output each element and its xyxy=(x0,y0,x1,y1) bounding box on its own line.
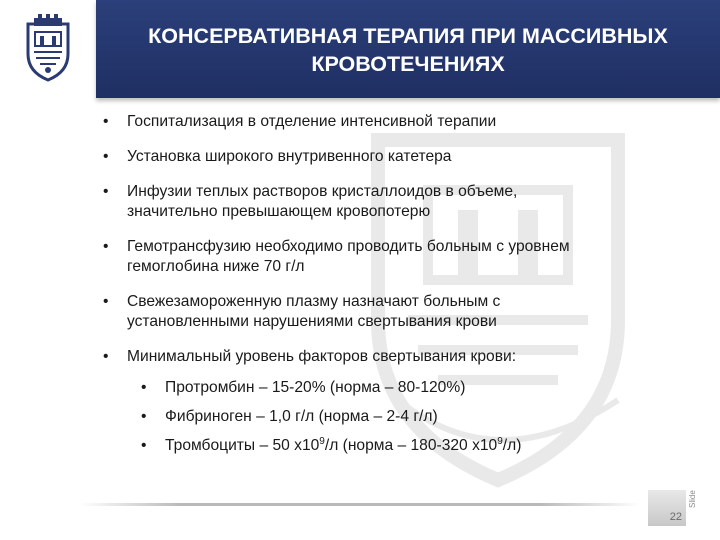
sub-list-item xyxy=(141,436,683,456)
bullet-dot: • xyxy=(103,238,109,255)
list-item xyxy=(103,292,683,332)
university-crest-logo xyxy=(20,14,76,82)
sub-bullet-list xyxy=(103,378,683,456)
logo-area xyxy=(0,0,96,98)
list-item xyxy=(103,237,683,277)
bullet-dot: • xyxy=(103,293,109,310)
exponent: 9 xyxy=(497,435,503,447)
list-item xyxy=(103,112,683,132)
sub-bullet-text: Протромбин – 15-20% (норма – 80-120%) xyxy=(165,379,466,396)
bullet-dot: • xyxy=(103,148,109,165)
exponent: 9 xyxy=(319,435,325,447)
sub-bullet-text-c: /л) xyxy=(502,437,522,454)
footer-divider xyxy=(80,503,640,506)
slide-title: КОНСЕРВАТИВНАЯ ТЕРАПИЯ ПРИ МАССИВНЫХ КРОВОТЕЧЕНИЯХ xyxy=(148,24,668,76)
bullet-dot: • xyxy=(103,183,109,200)
bullet-dot: • xyxy=(141,437,147,454)
bullet-dot: • xyxy=(103,113,109,130)
bullet-text: Госпитализация в отделение интенсивной терапии xyxy=(127,113,497,130)
bullet-text: Гемотрансфузию необходимо проводить больным с уровнем гемоглобина ниже 70 г/л xyxy=(127,238,570,275)
bullet-text: Установка широкого внутривенного катетера xyxy=(127,148,452,165)
list-item xyxy=(103,147,683,167)
sub-list-item xyxy=(141,407,683,427)
bullet-dot: • xyxy=(103,348,109,365)
sub-bullet-text-a: Тромбоциты – 50 х10 xyxy=(165,437,320,454)
sub-list-item xyxy=(141,378,683,398)
bullet-text: Минимальный уровень факторов свертывания крови: xyxy=(127,348,517,365)
sub-bullet-text-b: /л (норма – 180-320 х10 xyxy=(324,437,498,454)
list-item xyxy=(103,347,683,367)
bullet-dot: • xyxy=(141,379,147,396)
bullet-dot: • xyxy=(141,408,147,425)
sub-bullet-text: Фибриноген – 1,0 г/л (норма – 2-4 г/л) xyxy=(165,408,438,425)
title-banner xyxy=(96,0,720,98)
list-item xyxy=(103,182,683,222)
page-number: 22 xyxy=(669,511,682,523)
bullet-text: Свежезамороженную плазму назначают больным с установленными нарушениями свертывания крови xyxy=(127,293,501,330)
slide-label: Slide xyxy=(688,490,697,508)
page-number-box xyxy=(648,490,686,526)
bullet-list xyxy=(103,112,683,465)
bullet-text: Инфузии теплых растворов кристаллоидов в объеме, значительно превышающем кровопотерю xyxy=(127,183,518,220)
